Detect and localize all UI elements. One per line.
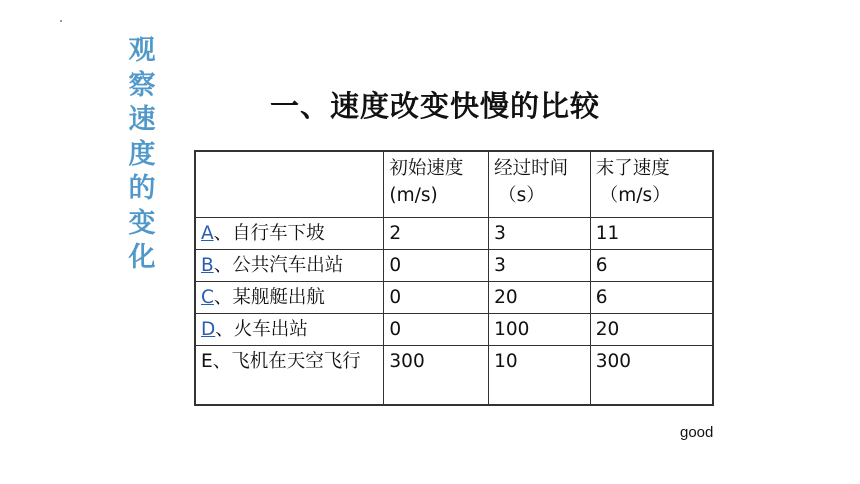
table-row [195, 282, 713, 314]
comparison-table [194, 150, 714, 406]
row-letter-link[interactable]: D [201, 319, 216, 340]
row-letter-link[interactable]: B [201, 255, 214, 276]
table-row [195, 314, 713, 346]
side-title-char: 察 [128, 69, 156, 101]
header-cell-empty [195, 151, 384, 218]
header-cell-initial-speed [384, 151, 489, 218]
header-line: 末了速度 [595, 158, 670, 179]
header-line: （s） [498, 185, 545, 206]
final-speed-cell: 300 [590, 346, 713, 406]
table-row [195, 250, 713, 282]
row-label [195, 282, 384, 314]
time-cell: 100 [489, 314, 591, 346]
side-title-char: 变 [128, 207, 156, 239]
row-name: 、自行车下坡 [213, 223, 325, 244]
final-speed-cell: 11 [590, 218, 713, 250]
row-label [195, 218, 384, 250]
row-name: 、公共汽车出站 [213, 255, 344, 276]
row-name: 、火车出站 [215, 319, 308, 340]
initial-speed-cell: 0 [384, 250, 489, 282]
side-title-char: 观 [128, 35, 156, 66]
initial-speed-cell: 0 [384, 314, 489, 346]
header-cell-final-speed [590, 151, 713, 218]
table-header-row [195, 151, 713, 218]
final-speed-cell: 6 [590, 250, 713, 282]
header-cell-elapsed-time [489, 151, 591, 218]
time-cell: 3 [489, 250, 591, 282]
time-cell: 10 [489, 346, 591, 406]
row-label [195, 250, 384, 282]
row-letter-link[interactable]: C [201, 287, 214, 308]
time-cell: 20 [489, 282, 591, 314]
final-speed-cell: 20 [590, 314, 713, 346]
row-name: 、某舰艇出航 [213, 287, 325, 308]
table-row [195, 218, 713, 250]
time-cell: 3 [489, 218, 591, 250]
final-speed-cell: 6 [590, 282, 713, 314]
side-title-char: 度 [128, 138, 156, 170]
footer-note: good [680, 424, 714, 441]
page-title: 一、速度改变快慢的比较 [270, 89, 601, 123]
initial-speed-cell: 0 [384, 282, 489, 314]
header-line: 经过时间 [494, 158, 569, 179]
stray-dot [60, 20, 62, 22]
side-title-char: 化 [128, 242, 156, 273]
header-line: 初始速度 [389, 158, 464, 179]
initial-speed-cell: 2 [384, 218, 489, 250]
header-line: (m/s) [389, 185, 438, 206]
header-line: （m/s） [599, 185, 671, 206]
side-title-char: 速 [128, 104, 156, 135]
row-label [195, 314, 384, 346]
row-letter-link[interactable]: A [201, 223, 214, 244]
side-title-char: 的 [128, 173, 156, 204]
initial-speed-cell: 300 [384, 346, 489, 406]
row-label: E、飞机在天空飞行 [195, 346, 384, 406]
table-row [195, 346, 713, 406]
side-title [122, 34, 162, 276]
